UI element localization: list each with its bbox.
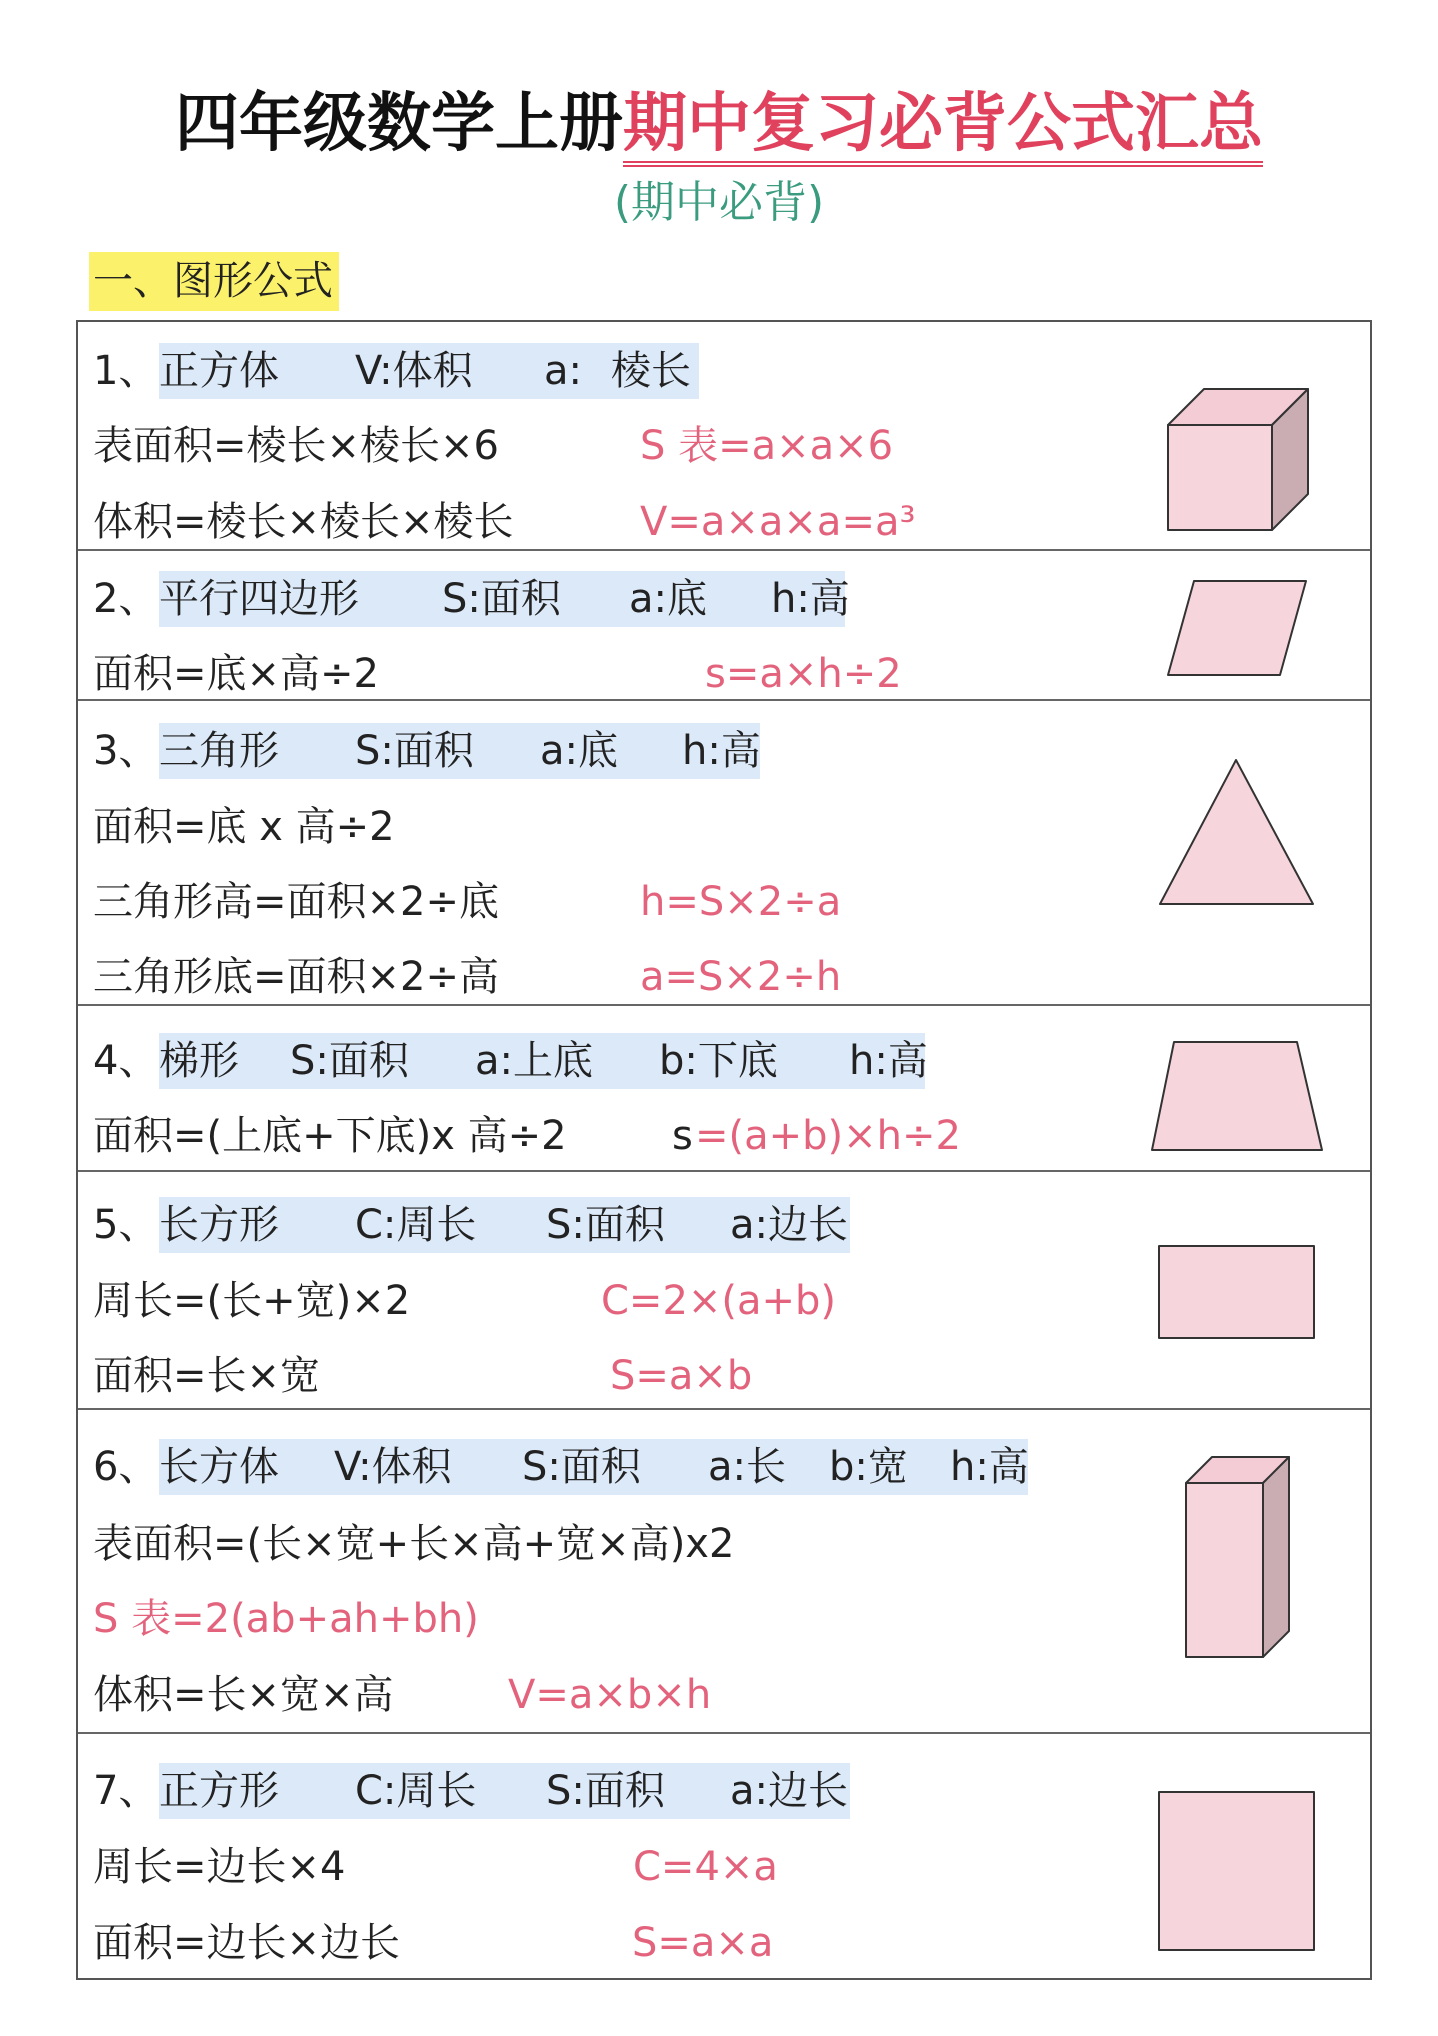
variable-definition: S:面积	[290, 1038, 409, 1084]
formula-symbolic: =(a+b)×h÷2	[695, 1113, 961, 1159]
formula-text: 面积=长×宽	[93, 1353, 321, 1399]
formula-text: 三角形底=面积×2÷高	[93, 954, 499, 1000]
parallelogram-icon	[1163, 576, 1313, 681]
formula-text: 体积=长×宽×高	[93, 1672, 394, 1718]
triangle-icon	[1155, 755, 1320, 910]
item-header	[159, 723, 760, 779]
variable-definition: a:底	[629, 576, 707, 622]
variable-definition: h:高	[950, 1444, 1029, 1490]
section-heading: 一、图形公式	[89, 252, 339, 311]
variable-definition: S:面积	[522, 1444, 641, 1490]
variable-definition: h:高	[849, 1038, 928, 1084]
item-header	[159, 1439, 1028, 1495]
parallelogram-shape	[1168, 581, 1306, 675]
variable-definition: b:下底	[659, 1038, 778, 1084]
formula-text: 表面积=(长×宽+长×高+宽×高)x2	[93, 1521, 735, 1567]
formula-symbolic: S 表=2(ab+ah+bh)	[93, 1596, 479, 1642]
formula-text: 周长=边长×4	[93, 1844, 346, 1890]
page-subtitle: (期中必背)	[613, 177, 825, 228]
formula-row-cube	[78, 322, 1370, 551]
item-number: 4、	[93, 1038, 159, 1084]
formula-text: 面积=(上底+下底)x 高÷2	[93, 1113, 567, 1159]
shape-name: 长方形	[159, 1202, 279, 1248]
shape-name: 平行四边形	[159, 576, 359, 622]
formula-row-square	[78, 1734, 1370, 1978]
trapezoid-shape	[1152, 1042, 1322, 1150]
item-number: 1、	[93, 348, 159, 394]
formula-row-trapezoid	[78, 1006, 1370, 1172]
formula-symbolic: V=a×b×h	[508, 1672, 712, 1718]
shape-name: 正方体	[159, 348, 279, 394]
formula-row-parallelogram	[78, 551, 1370, 701]
item-header	[159, 1197, 850, 1253]
square-icon	[1154, 1787, 1319, 1955]
variable-definition: a:上底	[475, 1038, 593, 1084]
formula-text: 面积=底×高÷2	[93, 651, 379, 697]
formula-symbolic: S 表=a×a×6	[640, 423, 894, 469]
variable-definition: a:边长	[730, 1768, 848, 1814]
formula-symbolic: S=a×b	[610, 1353, 753, 1399]
variable-definition: a:底	[540, 728, 618, 774]
formula-text: 面积=边长×边长	[93, 1920, 401, 1966]
cuboid-front-face	[1186, 1483, 1263, 1657]
variable-definition: 棱长	[611, 348, 691, 394]
item-number: 6、	[93, 1444, 159, 1490]
item-number: 5、	[93, 1202, 159, 1248]
shape-name: 梯形	[159, 1038, 239, 1084]
shape-name: 三角形	[159, 728, 279, 774]
formula-row-cuboid	[78, 1410, 1370, 1734]
variable-definition: V:体积	[355, 348, 473, 394]
variable-definition: h:高	[771, 576, 850, 622]
item-number: 2、	[93, 576, 159, 622]
formula-symbolic: a=S×2÷h	[640, 954, 842, 1000]
item-header	[159, 343, 699, 399]
formula-symbolic: V=a×a×a=a³	[640, 499, 916, 545]
variable-definition: h:高	[682, 728, 761, 774]
cube-front-face	[1168, 425, 1272, 530]
variable-definition: S:面积	[442, 576, 561, 622]
cuboid-side-face	[1263, 1457, 1289, 1657]
item-header	[159, 1033, 928, 1089]
variable-definition: a:长	[708, 1444, 786, 1490]
formula-symbolic: C=4×a	[633, 1844, 778, 1890]
formula-text: 面积=底 x 高÷2	[93, 804, 395, 850]
variable-definition: S:面积	[546, 1202, 665, 1248]
variable-definition: a:	[544, 348, 582, 394]
formula-symbolic: C=2×(a+b)	[601, 1278, 837, 1324]
title-black-part: 四年级数学上册	[175, 87, 623, 161]
variable-definition: b:宽	[829, 1444, 908, 1490]
variable-definition: S:面积	[355, 728, 474, 774]
shape-name: 正方形	[159, 1768, 279, 1814]
rectangle-shape	[1159, 1246, 1314, 1338]
square-shape	[1159, 1792, 1314, 1950]
shape-name: 长方体	[159, 1444, 279, 1490]
formula-table	[76, 320, 1372, 1980]
variable-definition: S:面积	[546, 1768, 665, 1814]
rectangle-icon	[1154, 1241, 1319, 1343]
cube-icon	[1158, 377, 1318, 542]
formula-symbolic: s=a×h÷2	[705, 651, 902, 697]
page-title	[0, 86, 1438, 162]
variable-definition: V:体积	[334, 1444, 452, 1490]
item-header	[159, 1763, 850, 1819]
cuboid-icon	[1176, 1452, 1291, 1667]
variable-definition: C:周长	[355, 1768, 477, 1814]
formula-symbolic: S=a×a	[632, 1920, 774, 1966]
formula-text: 表面积=棱长×棱长×6	[93, 423, 499, 469]
item-number: 7、	[93, 1768, 159, 1814]
formula-symbolic-prefix: s	[672, 1113, 693, 1159]
variable-definition: a:边长	[730, 1202, 848, 1248]
variable-definition: C:周长	[355, 1202, 477, 1248]
trapezoid-icon	[1147, 1037, 1329, 1155]
title-red-part: 期中复习必背公式汇总	[623, 87, 1263, 167]
triangle-shape	[1160, 760, 1313, 904]
formula-text: 体积=棱长×棱长×棱长	[93, 499, 514, 545]
item-header	[159, 571, 850, 627]
formula-text: 三角形高=面积×2÷底	[93, 879, 499, 925]
formula-text: 周长=(长+宽)×2	[93, 1278, 411, 1324]
formula-row-rectangle	[78, 1172, 1370, 1410]
item-number: 3、	[93, 728, 159, 774]
formula-row-triangle	[78, 701, 1370, 1006]
formula-symbolic: h=S×2÷a	[640, 879, 842, 925]
